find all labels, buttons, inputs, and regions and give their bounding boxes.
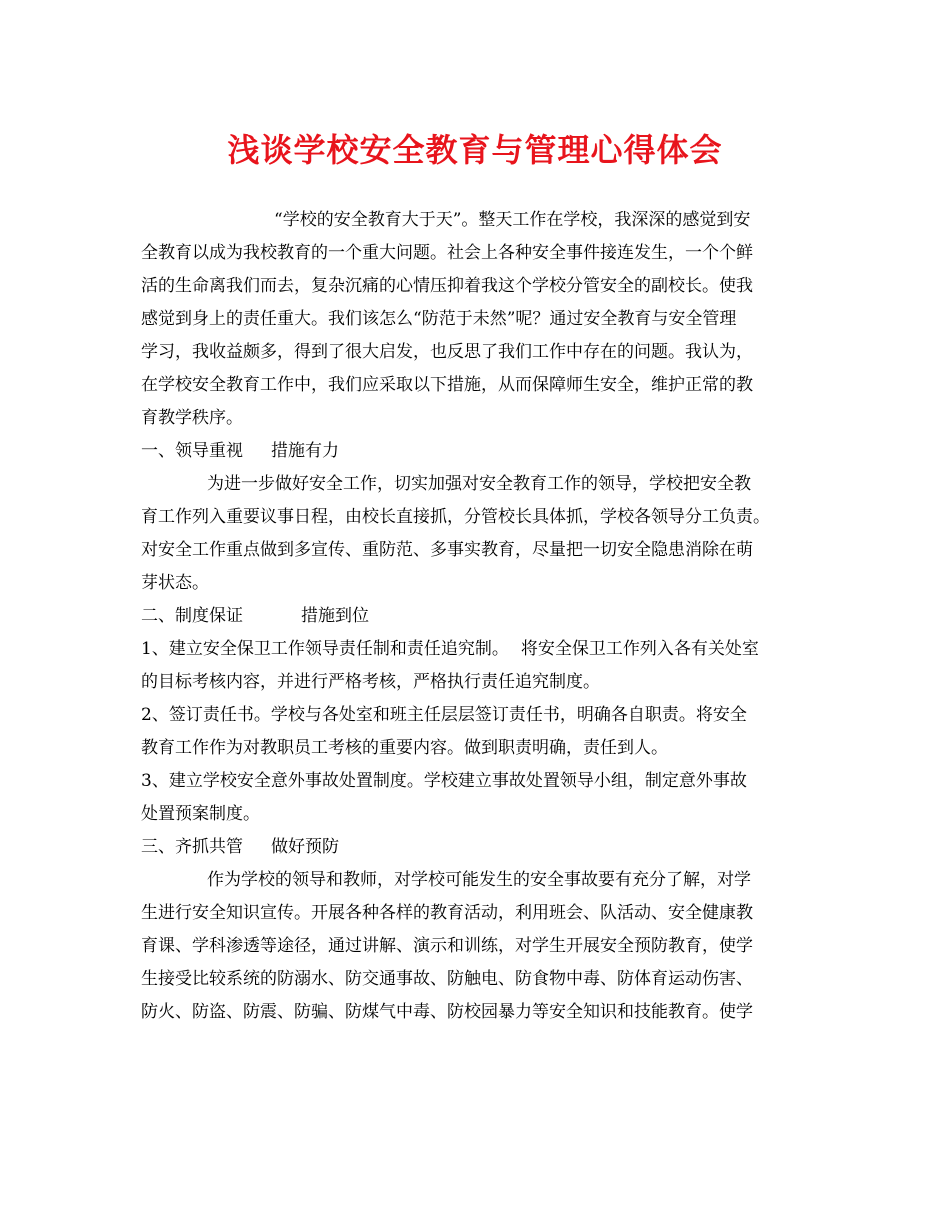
paragraph-line: 学习，我收益颇多，得到了很大启发，也反思了我们工作中存在的问题。我认为， — [141, 342, 753, 362]
paragraph-line: 防火、防盗、防震、防骗、防煤气中毒、防校园暴力等安全知识和技能教育。使学 — [141, 1002, 753, 1022]
list-item-text: 1、建立安全保卫工作领导责任制和责任追究制。 — [141, 639, 509, 659]
section-heading-number-title: 二、制度保证 — [141, 606, 243, 626]
section-heading-subtitle: 措施有力 — [271, 441, 339, 461]
section-heading-1 — [141, 435, 821, 468]
paragraph-line: 生接受比较系统的防溺水、防交通事故、防触电、防食物中毒、防体育运动伤害、 — [141, 969, 753, 989]
paragraph-line: 作为学校的领导和教师，对学校可能发生的安全事故要有充分了解，对学 — [207, 870, 751, 890]
paragraph-line: 育课、学科渗透等途径，通过讲解、演示和训练，对学生开展安全预防教育，使学 — [141, 936, 753, 956]
section-heading-2 — [141, 600, 821, 633]
list-item-line: 的目标考核内容，并进行严格考核，严格执行责任追究制度。 — [141, 672, 600, 692]
list-item-line: 2、签订责任书。学校与各处室和班主任层层签订责任书，明确各自职责。将安全 — [141, 705, 747, 725]
section-heading-number-title: 三、齐抓共管 — [141, 837, 243, 857]
list-item-text: 将安全保卫工作列入各有关处室 — [520, 639, 759, 659]
section-heading-subtitle: 做好预防 — [271, 837, 339, 857]
paragraph-line: 芽状态。 — [141, 573, 209, 593]
document-body — [141, 204, 821, 1029]
page-title: 浅谈学校安全教育与管理心得体会 — [227, 131, 723, 169]
paragraph-line: “学校的安全教育大于天”。整天工作在学校，我深深的感觉到安 — [274, 210, 751, 230]
paragraph-line: 活的生命离我们而去，复杂沉痛的心情压抑着我这个学校分管安全的副校长。使我 — [141, 276, 753, 296]
paragraph-line: 感觉到身上的责任重大。我们该怎么“防范于未然”呢？通过安全教育与安全管理 — [141, 309, 737, 329]
section-heading-number-title: 一、领导重视 — [141, 441, 243, 461]
section-heading-3 — [141, 831, 821, 864]
section-heading-subtitle: 措施到位 — [301, 606, 369, 626]
paragraph-line: 对安全工作重点做到多宣传、重防范、多事实教育，尽量把一切安全隐患消除在萌 — [141, 540, 753, 560]
paragraph-line: 全教育以成为我校教育的一个重大问题。社会上各种安全事件接连发生，一个个鲜 — [141, 243, 753, 263]
paragraph-line: 在学校安全教育工作中，我们应采取以下措施，从而保障师生安全，维护正常的教 — [141, 375, 753, 395]
list-item-line: 3、建立学校安全意外事故处置制度。学校建立事故处置领导小组，制定意外事故 — [141, 771, 747, 791]
list-item-line: 处置预案制度。 — [141, 804, 260, 824]
paragraph-line: 生进行安全知识宣传。开展各种各样的教育活动，利用班会、队活动、安全健康教 — [141, 903, 753, 923]
list-item-line: 教育工作作为对教职员工考核的重要内容。做到职责明确，责任到人。 — [141, 738, 668, 758]
paragraph-line: 为进一步做好安全工作，切实加强对安全教育工作的领导，学校把安全教 — [207, 474, 751, 494]
paragraph-line: 育工作列入重要议事日程，由校长直接抓，分管校长具体抓，学校各领导分工负责。 — [141, 507, 770, 527]
paragraph-line: 育教学秩序。 — [141, 408, 243, 428]
list-item-line — [141, 633, 821, 666]
